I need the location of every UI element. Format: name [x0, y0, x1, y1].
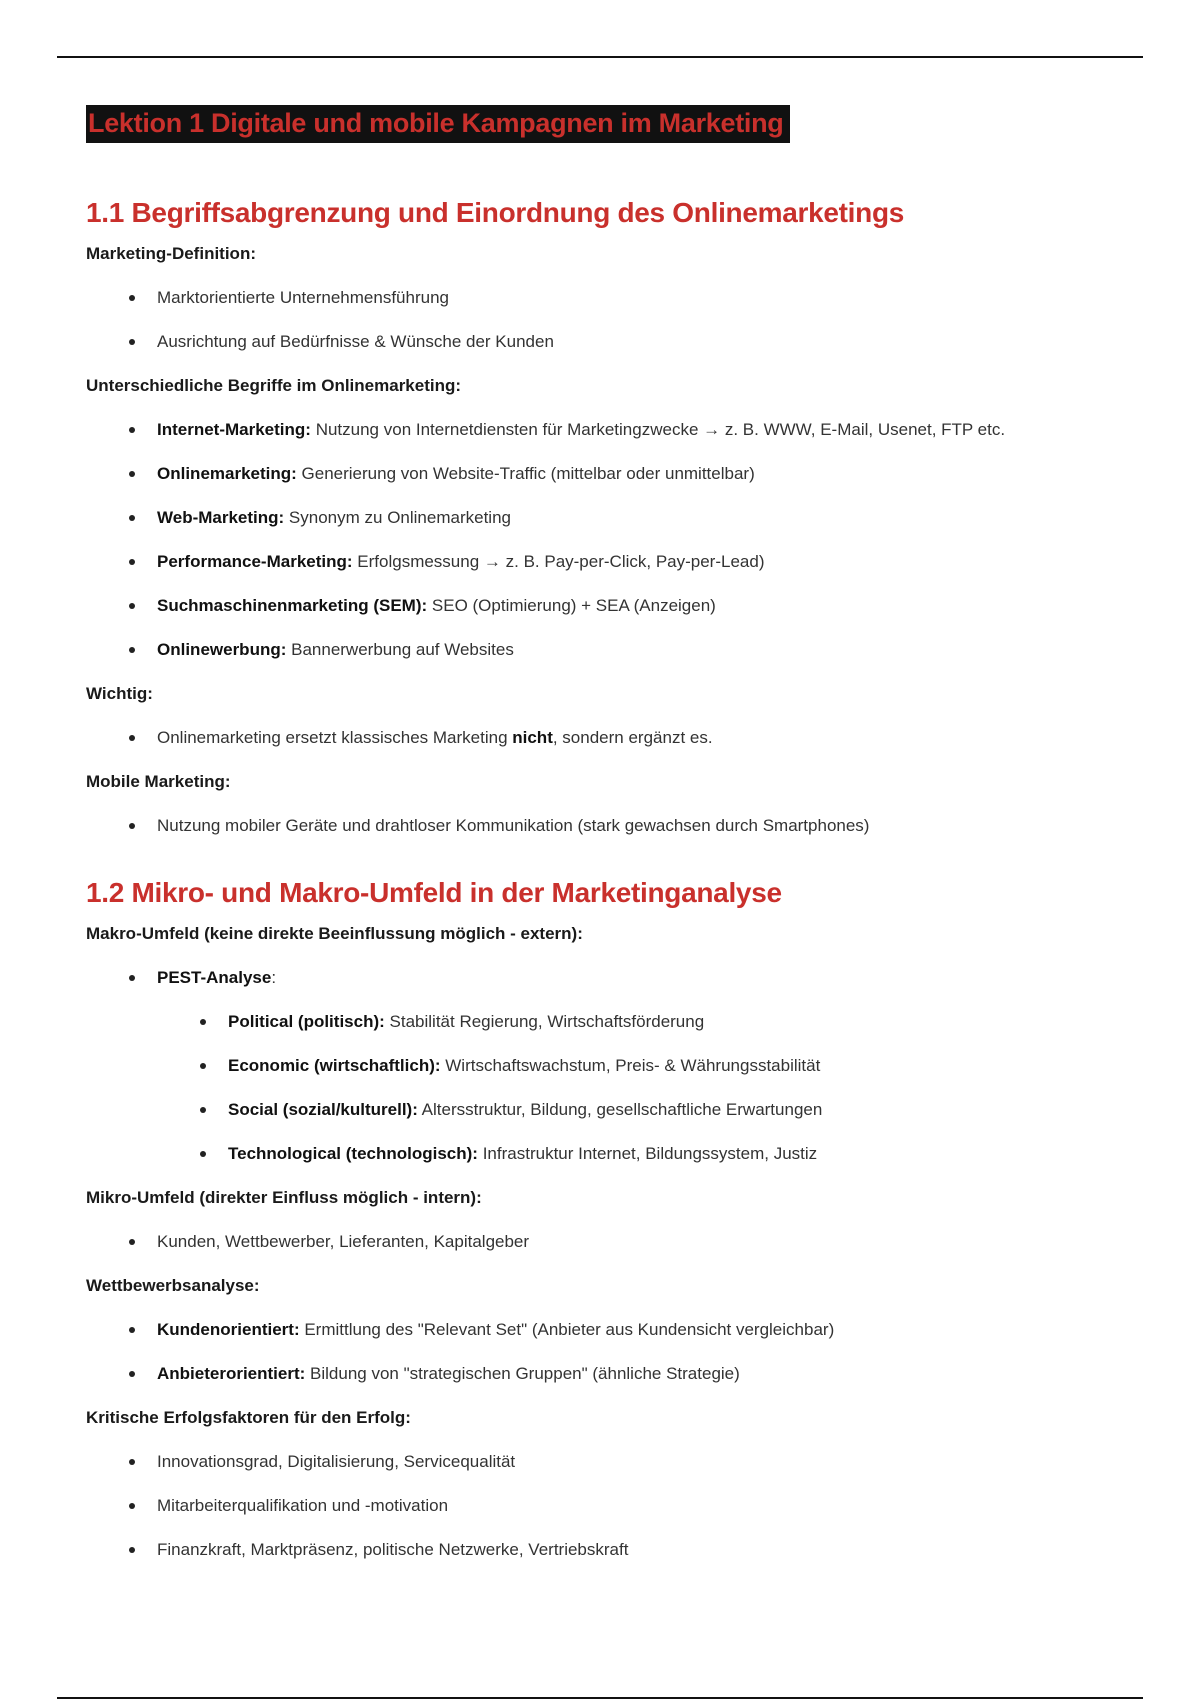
term-desc: Altersstruktur, Bildung, gesellschaftliche Erwartungen	[417, 1100, 823, 1119]
term: Anbieterorientiert:	[157, 1364, 306, 1383]
term-desc: SEO (Optimierung) + SEA (Anzeigen)	[427, 596, 716, 615]
list-item	[86, 1055, 1146, 1099]
list-item: Kunden, Wettbewerber, Lieferanten, Kapitalgeber	[86, 1231, 1146, 1275]
term: Onlinewerbung:	[157, 640, 287, 659]
term-desc: Wirtschaftswachstum, Preis- & Währungsstabilität	[440, 1056, 821, 1075]
term: Performance-Marketing:	[157, 552, 353, 571]
term-desc: Stabilität Regierung, Wirtschaftsförderung	[384, 1012, 705, 1031]
text-fragment: , sondern ergänzt es.	[552, 728, 713, 747]
list-item	[86, 967, 1146, 1011]
term: Kundenorientiert:	[157, 1320, 300, 1339]
wichtig-list	[86, 727, 1146, 771]
term: Internet-Marketing:	[157, 420, 311, 439]
wettbewerb-label: Wettbewerbsanalyse:	[86, 1276, 260, 1295]
marketing-definition-list	[86, 287, 1146, 375]
list-item	[86, 639, 1146, 683]
wichtig-label: Wichtig:	[86, 684, 153, 703]
term: Suchmaschinenmarketing (SEM):	[157, 596, 428, 615]
marketing-definition-label: Marketing-Definition:	[86, 244, 256, 263]
mobile-marketing-label: Mobile Marketing:	[86, 772, 231, 791]
list-item: Marktorientierte Unternehmensführung	[86, 287, 1146, 331]
term: Web-Marketing:	[157, 508, 285, 527]
makro-list	[86, 967, 1146, 1187]
term: Economic (wirtschaftlich):	[228, 1056, 441, 1075]
term: Technological (technologisch):	[228, 1144, 478, 1163]
term: Onlinemarketing:	[157, 464, 297, 483]
list-item	[86, 551, 1146, 595]
text-fragment: :	[271, 968, 277, 987]
mikro-list	[86, 1231, 1146, 1275]
list-item: Ausrichtung auf Bedürfnisse & Wünsche der Kunden	[86, 331, 1146, 375]
mobile-marketing-list	[86, 815, 1146, 859]
list-item	[86, 1011, 1146, 1055]
list-item	[86, 1363, 1146, 1407]
terms-list	[86, 419, 1146, 683]
term-desc: Bannerwerbung auf Websites	[286, 640, 514, 659]
top-rule	[57, 56, 1143, 58]
term-desc: Nutzung von Internetdiensten für Marketingzwecke → z. B. WWW, E-Mail, Usenet, FTP etc.	[310, 420, 1006, 439]
list-item	[86, 727, 1146, 771]
document-page	[86, 105, 1146, 1583]
text-fragment: Onlinemarketing ersetzt klassisches Marketing	[157, 728, 513, 747]
term-desc: Bildung von "strategischen Gruppen" (ähnliche Strategie)	[305, 1364, 740, 1383]
term-desc: Synonym zu Onlinemarketing	[284, 508, 511, 527]
term: Political (politisch):	[228, 1012, 385, 1031]
mikro-label: Mikro-Umfeld (direkter Einfluss möglich - intern):	[86, 1188, 482, 1207]
makro-label: Makro-Umfeld (keine direkte Beeinflussung möglich - extern):	[86, 924, 583, 943]
section-2-heading: 1.2 Mikro- und Makro-Umfeld in der Marketinganalyse	[86, 877, 782, 908]
list-item: Nutzung mobiler Geräte und drahtloser Kommunikation (stark gewachsen durch Smartphones)	[86, 815, 1146, 859]
kef-label: Kritische Erfolgsfaktoren für den Erfolg:	[86, 1408, 411, 1427]
bottom-rule	[57, 1697, 1143, 1699]
terms-label: Unterschiedliche Begriffe im Onlinemarketing:	[86, 376, 462, 395]
kef-list	[86, 1451, 1146, 1583]
list-item	[86, 1143, 1146, 1187]
list-item	[86, 463, 1146, 507]
list-item: Mitarbeiterqualifikation und -motivation	[86, 1495, 1146, 1539]
list-item: Finanzkraft, Marktpräsenz, politische Netzwerke, Vertriebskraft	[86, 1539, 1146, 1583]
spacer	[86, 859, 1146, 875]
wettbewerb-list	[86, 1319, 1146, 1407]
list-item	[86, 1319, 1146, 1363]
term-desc: Ermittlung des "Relevant Set" (Anbieter aus Kundensicht vergleichbar)	[299, 1320, 835, 1339]
term: Social (sozial/kulturell):	[228, 1100, 418, 1119]
lesson-title: Lektion 1 Digitale und mobile Kampagnen im Marketing	[86, 105, 790, 143]
list-item	[86, 595, 1146, 639]
section-1-heading: 1.1 Begriffsabgrenzung und Einordnung des Onlinemarketings	[86, 197, 905, 228]
list-item	[86, 507, 1146, 551]
list-item: Innovationsgrad, Digitalisierung, Servicequalität	[86, 1451, 1146, 1495]
emphasis: nicht	[512, 728, 553, 747]
term-desc: Infrastruktur Internet, Bildungssystem, Justiz	[477, 1144, 818, 1163]
list-item	[86, 1099, 1146, 1143]
term-desc: Erfolgsmessung → z. B. Pay-per-Click, Pay-per-Lead)	[352, 552, 765, 571]
list-item	[86, 419, 1146, 463]
term-desc: Generierung von Website-Traffic (mittelbar oder unmittelbar)	[296, 464, 755, 483]
term: PEST-Analyse	[157, 968, 272, 987]
